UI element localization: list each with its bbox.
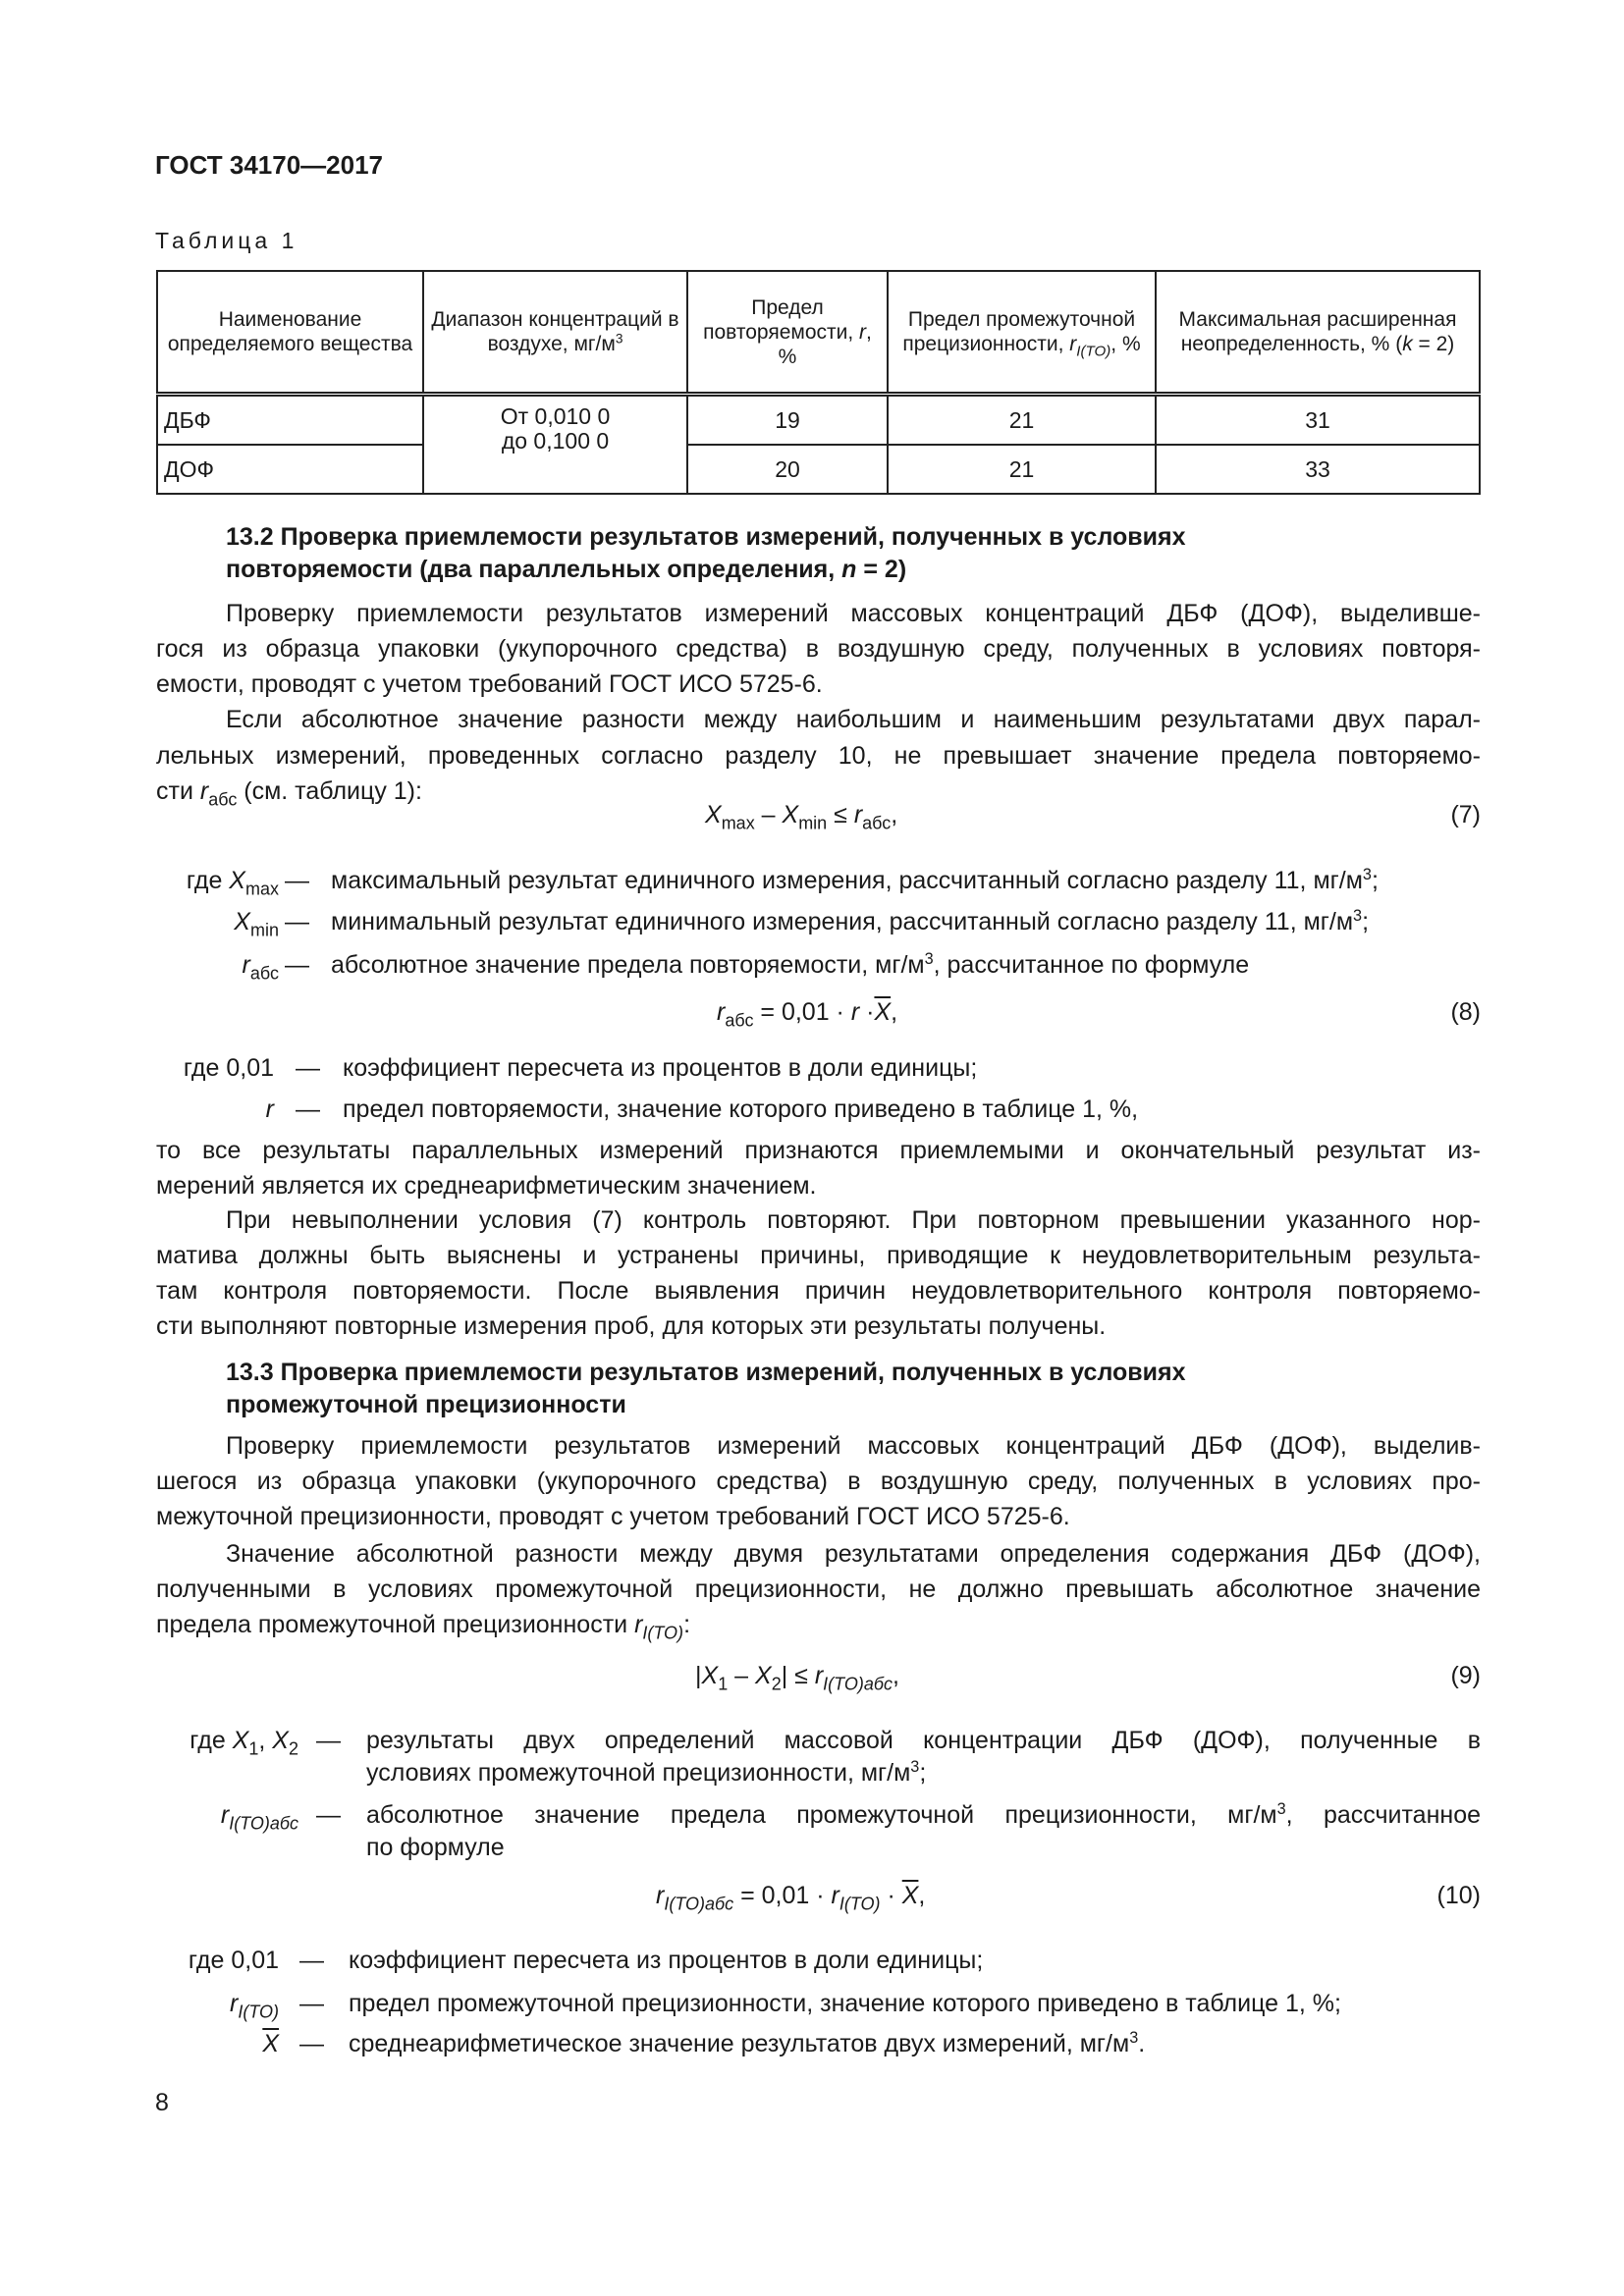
- formula-9: [695, 1660, 899, 1694]
- paragraph-line: [156, 1609, 691, 1643]
- column-header-uncertainty: [1156, 271, 1480, 395]
- subscript: абс: [725, 1010, 754, 1031]
- subscript: I(TO): [839, 1894, 881, 1914]
- heading-text: = 2): [856, 556, 907, 583]
- variable: r: [220, 1801, 230, 1829]
- text: максимальный результат единичного измерения, рассчитанный согласно разделу 11, мг/м: [331, 867, 1363, 894]
- dash: —: [316, 1727, 341, 1754]
- operator: –: [728, 1662, 755, 1689]
- operator: –: [754, 801, 783, 828]
- subscript: 2: [288, 1738, 298, 1759]
- definition-text: по формуле: [366, 1834, 505, 1861]
- subscript: I(TO)абс: [664, 1894, 734, 1914]
- paragraph-line: Проверку приемлемости результатов измерений массовых концентраций ДБФ (ДОФ), выделивше-: [226, 600, 1481, 627]
- subscript: I(TO)абс: [823, 1674, 893, 1694]
- superscript: 3: [910, 1758, 920, 1777]
- subscript: абс: [208, 789, 238, 810]
- formula-number: (9): [1450, 1662, 1481, 1689]
- cell-uncertainty: 31: [1156, 395, 1480, 446]
- text: , рассчитанное по формуле: [933, 951, 1250, 979]
- variable: r: [634, 1611, 643, 1638]
- paragraph-line: мерений является их среднеарифметическим значением.: [156, 1172, 817, 1200]
- definition-text: результаты двух определений массовой концентрации ДБФ (ДОФ), полученные в: [366, 1727, 1481, 1754]
- column-header-intermediate-precision: [888, 271, 1156, 395]
- subscript: min: [249, 920, 279, 940]
- variable: X: [229, 867, 245, 894]
- superscript: 3: [924, 950, 934, 969]
- variable: X: [232, 1727, 249, 1754]
- variable: r: [859, 320, 867, 344]
- cell-intermediate-precision: 21: [888, 395, 1156, 446]
- variable-mean: $\overline{X}$: [262, 2030, 279, 2057]
- paragraph-line: то все результаты параллельных измерений признаются приемлемыми и окончательный результат из-: [156, 1137, 1481, 1164]
- header-text: Предел повторяемости,: [703, 295, 860, 344]
- subscript: 1: [718, 1674, 729, 1694]
- variable: r: [230, 1990, 239, 2017]
- definition-text: [366, 1757, 926, 1789]
- variable: X: [272, 1727, 289, 1754]
- paragraph-line: сти выполняют повторные измерения проб, для которых эти результаты получены.: [156, 1312, 1107, 1340]
- variable: r: [814, 1662, 824, 1689]
- superscript: 3: [1276, 1800, 1286, 1819]
- definition-text: [331, 949, 1249, 981]
- text: абсолютное значение предела повторяемости, мг/м: [331, 951, 925, 979]
- paragraph-line: матива должны быть выяснены и устранены причины, приводящие к неудовлетворительным результа-: [156, 1242, 1481, 1269]
- paragraph-line: лельных измерений, проведенных согласно разделу 10, не превышает значение предела повторяемо-: [156, 742, 1481, 770]
- dash: —: [299, 1947, 324, 1974]
- heading-text: повторяемости (два параллельных определения,: [226, 556, 842, 583]
- table-caption: Таблица 1: [155, 228, 298, 253]
- range-from: От 0,010 0: [500, 403, 611, 429]
- variable: X: [755, 1662, 772, 1689]
- variable: k: [1402, 333, 1413, 355]
- section-heading: [226, 554, 906, 585]
- cell-intermediate-precision: 21: [888, 445, 1156, 494]
- subscript: max: [244, 879, 279, 899]
- paragraph-line: гося из образца упаковки (укупорочного средства) в воздушную среду, полученных в условиях повторя-: [156, 635, 1481, 663]
- text: условиях промежуточной прецизионности, мг/м: [366, 1759, 911, 1787]
- formula-number: (10): [1436, 1882, 1481, 1909]
- punct: ;: [1371, 867, 1379, 894]
- operator: |: [781, 1662, 788, 1689]
- definition-term: [220, 1799, 298, 1834]
- definition-text: [349, 2028, 1145, 2059]
- definition-text: [331, 865, 1379, 896]
- paragraph-line: там контроля повторяемости. После выявления причин неудовлетворительного контроля повторяемо-: [156, 1277, 1481, 1305]
- dash: —: [296, 1095, 320, 1123]
- text: (см. таблицу 1):: [237, 777, 422, 805]
- subscript: 1: [248, 1738, 259, 1759]
- variable: n: [841, 556, 857, 583]
- punct: ,: [891, 801, 898, 828]
- cell-uncertainty: 33: [1156, 445, 1480, 494]
- paragraph-line: емости, проводят с учетом требований ГОСТ ИСО 5725-6.: [156, 670, 823, 698]
- paragraph-line: При невыполнении условия (7) контроль повторяют. При повторном превышении указанного нор-: [226, 1206, 1481, 1234]
- punct: ,: [891, 998, 898, 1026]
- text: , рассчитанное: [1285, 1801, 1481, 1829]
- definition-term: [186, 865, 279, 899]
- subscript: абс: [249, 963, 279, 984]
- variable: r: [850, 998, 860, 1026]
- cell-range: [423, 395, 687, 495]
- paragraph-line: шегося из образца упаковки (укупорочного средства) в воздушную среду, полученных в условиях про-: [156, 1468, 1481, 1495]
- variable: r: [199, 777, 209, 805]
- dash: —: [316, 1801, 341, 1829]
- paragraph-line: Проверку приемлемости результатов измерений массовых концентраций ДБФ (ДОФ), выделив-: [226, 1432, 1481, 1460]
- subscript: min: [798, 813, 828, 833]
- definition-text: [366, 1799, 1481, 1831]
- definition-text: коэффициент пересчета из процентов в доли единицы;: [343, 1054, 978, 1082]
- punct: .: [1138, 2030, 1146, 2057]
- paragraph-line: Если абсолютное значение разности между наибольшим и наименьшим результатами двух парал-: [226, 706, 1481, 733]
- table-row: [157, 445, 1480, 494]
- header-text: Предел промежуточной прецизионности,: [902, 308, 1136, 355]
- page-number: 8: [155, 2089, 169, 2116]
- definition-term: [262, 2028, 279, 2059]
- punct: ,: [258, 1727, 273, 1754]
- punct: ,: [892, 1662, 899, 1689]
- text: где: [186, 867, 230, 894]
- header-text: Наименование определяемого вещества: [167, 308, 413, 355]
- text: абсолютное значение предела промежуточной прецизионности, мг/м: [366, 1801, 1277, 1829]
- dash: —: [296, 1054, 320, 1082]
- definition-text: [331, 906, 1369, 937]
- operator: = 0,01 ·: [733, 1882, 832, 1909]
- dash: —: [299, 1990, 324, 2017]
- text: среднеарифметическое значение результатов двух измерений, мг/м: [349, 2030, 1130, 2057]
- punct: ;: [919, 1759, 927, 1787]
- header-text: , %: [778, 320, 872, 368]
- text: предела промежуточной прецизионности: [156, 1611, 635, 1638]
- definition-term: где 0,01: [183, 1054, 274, 1082]
- subscript: абс: [862, 813, 892, 833]
- variable: X: [782, 801, 799, 828]
- definition-term: где 0,01: [188, 1947, 279, 1974]
- operator: ≤: [827, 801, 854, 828]
- definition-text: предел промежуточной прецизионности, значение которого приведено в таблице 1, %;: [349, 1990, 1341, 2017]
- dash: —: [285, 951, 309, 979]
- definition-text: предел повторяемости, значение которого приведено в таблице 1, %,: [343, 1095, 1139, 1123]
- formula-7: [705, 799, 898, 833]
- dash: —: [285, 867, 309, 894]
- subscript: I(TO): [1076, 343, 1111, 360]
- paragraph-line: [156, 775, 422, 810]
- variable: r: [717, 998, 726, 1026]
- text: минимальный результат единичного измерения, рассчитанный согласно разделу 11, мг/м: [331, 908, 1354, 935]
- operator: ≤: [787, 1662, 815, 1689]
- dash: —: [285, 908, 309, 935]
- definition-text: коэффициент пересчета из процентов в доли единицы;: [349, 1947, 984, 1974]
- cell-repeatability: 20: [687, 445, 888, 494]
- table-row: [157, 395, 1480, 446]
- variable: X: [701, 1662, 719, 1689]
- variable: X: [234, 908, 250, 935]
- section-heading: 13.2 Проверка приемлемости результатов измерений, полученных в условиях: [226, 523, 1186, 551]
- superscript: 3: [1129, 2029, 1139, 2048]
- range-to: до 0,100 0: [501, 428, 610, 454]
- text: где: [189, 1727, 233, 1754]
- section-heading: промежуточной прецизионности: [226, 1391, 626, 1418]
- definition-term: [230, 1988, 279, 2022]
- definition-term: [234, 906, 279, 940]
- variable: r: [242, 951, 250, 979]
- variable: r: [656, 1882, 665, 1909]
- subscript: I(TO): [238, 2002, 279, 2022]
- punct: ;: [1362, 908, 1370, 935]
- variable-mean: $\overline{X}$: [901, 1882, 919, 1909]
- variable: r: [853, 801, 863, 828]
- operator: |: [695, 1662, 702, 1689]
- variable-mean: $\overline{X}$: [874, 998, 892, 1026]
- header-text: = 2): [1412, 333, 1455, 355]
- formula-10: [656, 1880, 926, 1914]
- text: сти: [156, 777, 200, 805]
- formula-number: (8): [1450, 998, 1481, 1026]
- header-text: , %: [1110, 333, 1141, 355]
- definition-term: [189, 1725, 298, 1759]
- variable: r: [831, 1882, 839, 1909]
- superscript: 3: [1362, 866, 1372, 884]
- paragraph-line: Значение абсолютной разности между двумя результатами определения содержания ДБФ (ДОФ),: [226, 1540, 1481, 1568]
- formula-number: (7): [1450, 801, 1481, 828]
- subscript: I(TO): [642, 1623, 684, 1643]
- operator: ·: [880, 1882, 902, 1909]
- variable: r: [1069, 333, 1077, 355]
- superscript: 3: [615, 331, 623, 347]
- dash: —: [299, 2030, 324, 2057]
- subscript: 2: [771, 1674, 782, 1694]
- cell-substance: ДБФ: [157, 395, 423, 446]
- superscript: 3: [1353, 907, 1363, 926]
- column-header-repeatability: [687, 271, 888, 395]
- column-header-substance: [157, 271, 423, 395]
- definition-term: [242, 949, 279, 984]
- punct: ,: [918, 1882, 926, 1909]
- column-header-range: [423, 271, 687, 395]
- table-header-row: [157, 271, 1480, 395]
- subscript: max: [721, 813, 755, 833]
- formula-8: [717, 996, 898, 1031]
- definition-term: r: [265, 1095, 274, 1123]
- paragraph-line: межуточной прецизионности, проводят с учетом требований ГОСТ ИСО 5725-6.: [156, 1503, 1070, 1530]
- paragraph-line: полученными в условиях промежуточной прецизионности, не должно превышать абсолютное значение: [156, 1575, 1481, 1603]
- header-text: Максимальная расширенная неопределенность, % (: [1178, 308, 1457, 355]
- cell-substance: ДОФ: [157, 445, 423, 494]
- document-header: ГОСТ 34170—2017: [155, 150, 383, 180]
- table-1: [156, 270, 1481, 495]
- punct: :: [683, 1611, 691, 1638]
- cell-repeatability: 19: [687, 395, 888, 446]
- operator: ·: [859, 998, 875, 1026]
- section-heading: 13.3 Проверка приемлемости результатов измерений, полученных в условиях: [226, 1359, 1186, 1386]
- operator: = 0,01 ·: [753, 998, 851, 1026]
- subscript: I(TO)абс: [229, 1813, 298, 1834]
- header-text: Диапазон концентраций в воздухе, мг/м: [431, 308, 679, 355]
- variable: X: [705, 801, 722, 828]
